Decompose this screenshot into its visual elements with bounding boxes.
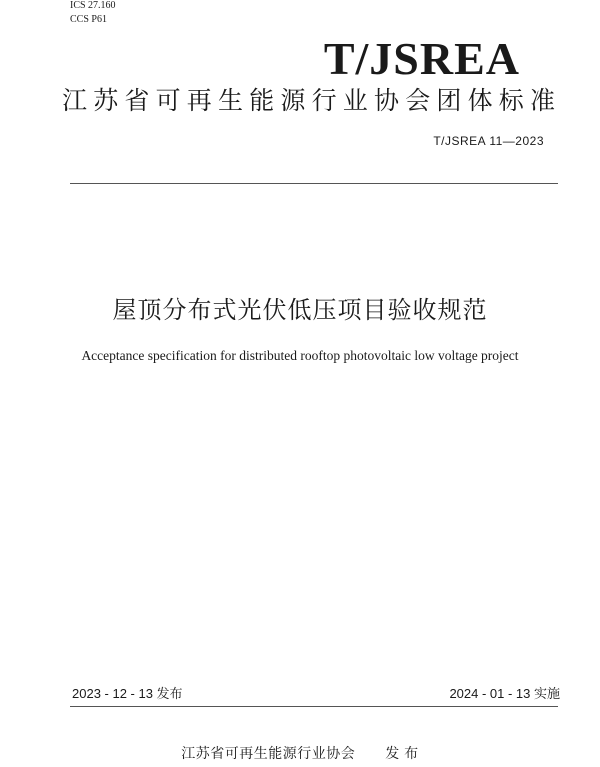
publisher-line bbox=[0, 744, 600, 762]
issue-date: 2023 - 12 - 13 发布 bbox=[72, 686, 183, 701]
ccs-code: CCS P61 bbox=[70, 14, 107, 25]
standard-logo: T/JSREA bbox=[323, 33, 520, 84]
organization-header: 江苏省可再生能源行业协会团体标准 bbox=[62, 87, 562, 115]
standard-number: T/JSREA 11—2023 bbox=[433, 134, 544, 148]
publish-action: 发 布 bbox=[385, 745, 419, 761]
top-divider bbox=[70, 183, 558, 184]
bottom-divider bbox=[70, 706, 558, 707]
document-title-english: Acceptance specification for distributed rooftop photovoltaic low voltage project bbox=[81, 348, 519, 363]
implementation-date: 2024 - 01 - 13 实施 bbox=[449, 686, 560, 701]
document-title-chinese: 屋顶分布式光伏低压项目验收规范 bbox=[112, 297, 488, 324]
publisher-name: 江苏省可再生能源行业协会 bbox=[181, 745, 356, 761]
ics-code: ICS 27.160 bbox=[70, 0, 116, 11]
